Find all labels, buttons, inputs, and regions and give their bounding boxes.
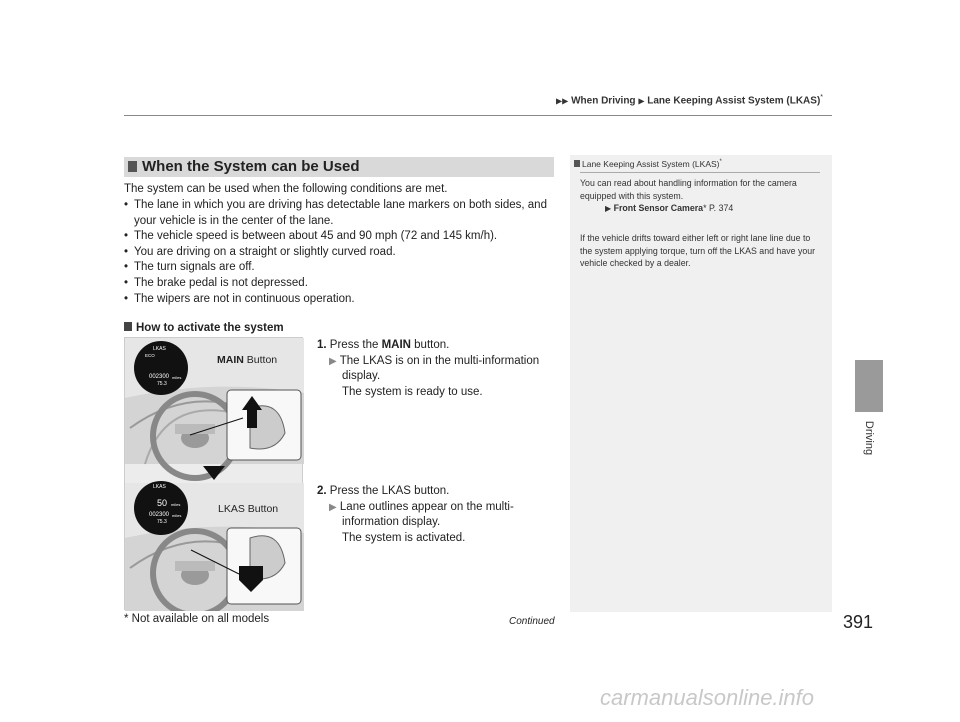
display1-trip: 75.3 (157, 381, 167, 387)
step-2 (317, 484, 567, 546)
breadcrumb-star: * (820, 94, 824, 101)
list-item: • The turn signals are off. (124, 260, 564, 276)
section-square-icon (128, 161, 137, 172)
display2-odo: 002300 (149, 512, 170, 518)
list-item: • The vehicle speed is between about 45 and 90 mph (72 and 145 km/h). (124, 229, 564, 245)
sidebar-ref-rest: * P. 374 (703, 203, 734, 213)
chapter-tab-label-wrap (851, 414, 887, 470)
display1-top: LKAS (153, 346, 166, 352)
conditions-list (124, 198, 564, 307)
sidebar-reference (605, 203, 733, 213)
sidebar-paragraph-2: If the vehicle drifts toward either left or right lane line due to the system applying torque, turn off the LKAS and have your vehicle checked by a dealer. (580, 233, 816, 268)
page-number: 391 (843, 612, 874, 632)
display2-speed-unit: miles (171, 502, 181, 507)
breadcrumb (556, 94, 823, 106)
step-1-result-2: display. (342, 370, 381, 383)
step-2-result-3: The system is activated. (342, 531, 466, 544)
intro-text: The system can be used when the following conditions are met. (124, 183, 448, 195)
display1-mode: ECO (145, 353, 155, 358)
sidebar-head-text: Lane Keeping Assist System (LKAS) (582, 159, 720, 169)
result-arrow-icon: ▶ (329, 355, 337, 367)
step-2-result-1: Lane outlines appear on the multi- (339, 500, 514, 513)
result-arrow-icon: ▶ (329, 501, 337, 513)
step-1-result-1: The LKAS is on in the multi-information (339, 354, 540, 367)
chapter-tab (855, 360, 883, 412)
display2-speed: 50 (157, 498, 168, 508)
breadcrumb-part-1: When Driving (571, 95, 636, 107)
step-2-result (317, 500, 567, 516)
sidebar-paragraph-1: You can read about handling information for the camera equipped with this system. (580, 178, 797, 201)
sidebar-ref-bold[interactable]: Front Sensor Camera (613, 203, 704, 213)
step-2-instruction (317, 484, 567, 500)
section-header (124, 157, 554, 177)
step-1-post: button. (410, 339, 450, 351)
step-2-text: Press the LKAS button. (329, 485, 450, 497)
main-button-label-rest: Button (243, 354, 278, 366)
subsection-title (124, 322, 284, 334)
main-button-label-bold: MAIN (217, 354, 244, 366)
step-1-bold: MAIN (381, 339, 411, 351)
step-2-result-2: information display. (342, 516, 441, 529)
watermark: carmanualsonline.info (600, 685, 815, 710)
step-1-pre: Press the (329, 339, 382, 351)
sidebar-head (574, 159, 722, 169)
list-item: • You are driving on a straight or slightly curved road. (124, 245, 564, 261)
footnote: * Not available on all models (124, 613, 270, 625)
display1-odo: 002300 (149, 374, 170, 380)
header-rule (124, 115, 832, 116)
breadcrumb-part-2: Lane Keeping Assist System (LKAS) (647, 95, 821, 107)
reference-arrow-icon: ▶ (605, 204, 612, 213)
step-2-number: 2. (317, 485, 327, 497)
lkas-button-label: LKAS Button (218, 503, 279, 515)
step-1-result (317, 354, 567, 370)
display2-top: LKAS (153, 484, 166, 490)
subsection-title-text: How to activate the system (136, 322, 284, 334)
step-1-number: 1. (317, 339, 327, 351)
display2-trip: 75.3 (157, 519, 167, 525)
breadcrumb-separator-icon: ▶ (638, 96, 645, 106)
subsection-square-icon (124, 322, 132, 331)
step-1 (317, 338, 567, 400)
steering-wheel-figure (124, 337, 303, 610)
list-item: • The wipers are not in continuous operation. (124, 292, 564, 308)
display2-unit: miles (172, 513, 182, 518)
section-title: When the System can be Used (142, 158, 360, 175)
step-1-instruction (317, 338, 567, 354)
chapter-tab-label: Driving (863, 420, 875, 456)
sidebar-head-star: * (719, 159, 722, 166)
note-icon (574, 160, 580, 167)
main-button-label (217, 354, 277, 366)
display1-unit: miles (172, 375, 182, 380)
list-item: • The lane in which you are driving has detectable lane markers on both sides, and your vehicle is in the center of the lane. (124, 198, 564, 229)
sidebar-rule (580, 172, 820, 173)
list-item: • The brake pedal is not depressed. (124, 276, 564, 292)
breadcrumb-arrow-icon: ▶▶ (556, 96, 569, 106)
continued-label: Continued (509, 616, 555, 627)
step-1-result-3: The system is ready to use. (342, 385, 483, 398)
sidebar-note (570, 155, 832, 612)
